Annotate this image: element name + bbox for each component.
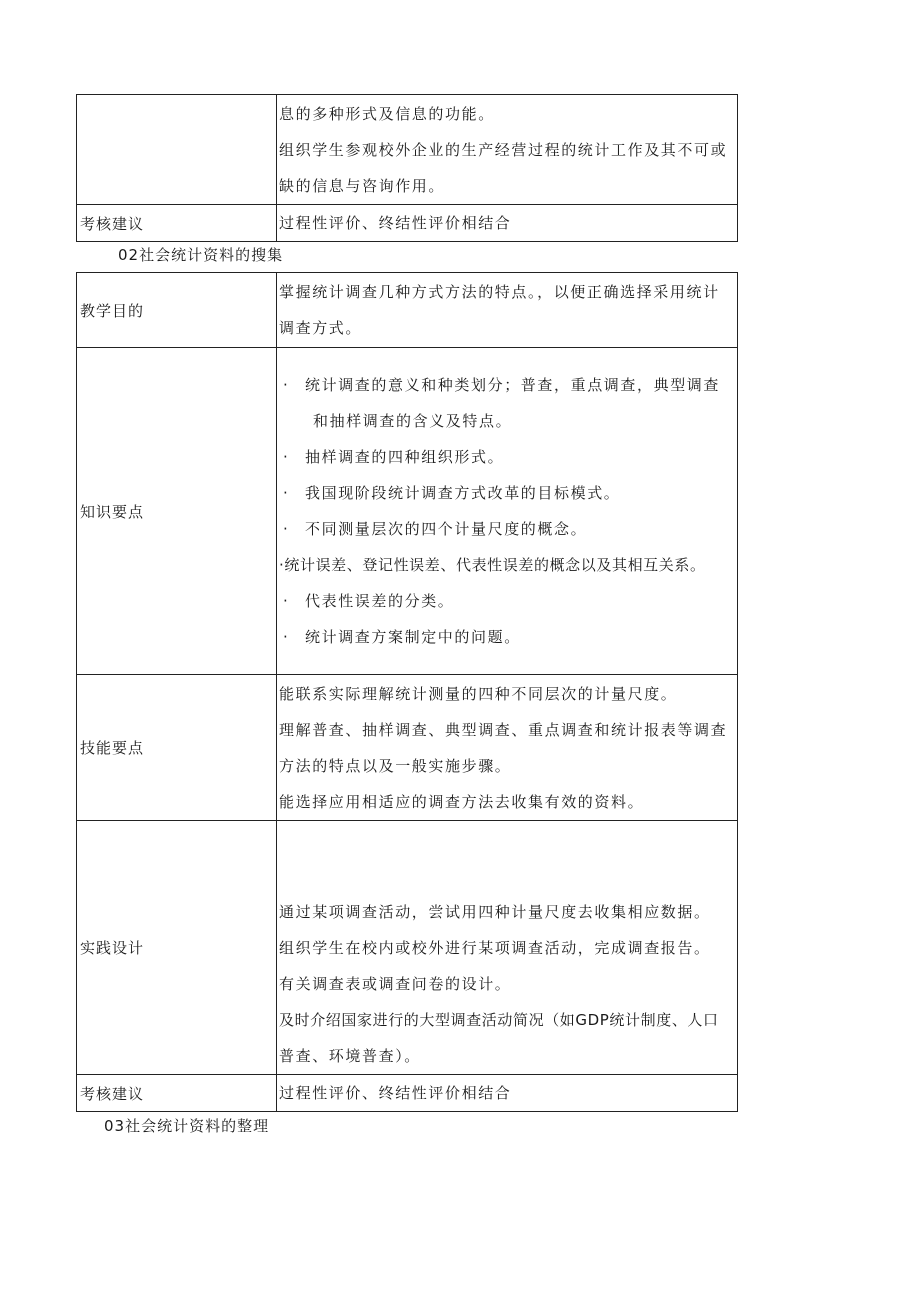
content-line: 缺的信息与咨询作用。 <box>279 176 446 195</box>
content-line: 息的多种形式及信息的功能。 <box>279 104 495 123</box>
knowledge-content <box>277 348 738 675</box>
content-line: 组织学生参观校外企业的生产经营过程的统计工作及其不可或 <box>279 140 728 159</box>
table-row <box>77 675 738 821</box>
skills-content <box>277 675 738 821</box>
table-row <box>77 1075 738 1112</box>
bullet: · <box>283 484 290 502</box>
assessment-value <box>277 205 738 242</box>
list-item-text: 我国现阶段统计调查方式改革的目标模式。 <box>305 484 621 502</box>
content-line: 理解普查、抽样调查、典型调查、重点调查和统计报表等调查 <box>279 720 728 739</box>
list-item <box>279 367 733 403</box>
content-line: 方法的特点以及一般实施步骤。 <box>279 756 512 775</box>
content-line: 普查、环境普查）。 <box>279 1047 421 1065</box>
list-item-text: 代表性误差的分类。 <box>305 592 455 610</box>
table-previous-section <box>76 94 738 242</box>
table-row <box>77 821 738 1075</box>
skills-label: 技能要点 <box>77 675 277 821</box>
section-heading-03: 03社会统计资料的整理 <box>104 1117 270 1135</box>
list-item <box>279 475 733 511</box>
objective-content <box>277 273 738 348</box>
content-line: 有关调查表或调查问卷的设计。 <box>279 975 512 993</box>
list-item-continuation: 和抽样调查的含义及特点。 <box>313 412 513 430</box>
list-item <box>279 511 733 547</box>
knowledge-label: 知识要点 <box>77 348 277 675</box>
bullet: · <box>283 448 290 466</box>
content-line: 组织学生在校内或校外进行某项调查活动，完成调查报告。 <box>279 939 711 957</box>
table-row <box>77 95 738 205</box>
assessment-value <box>277 1075 738 1112</box>
content-cell <box>277 95 738 205</box>
bullet: · <box>283 592 290 610</box>
list-item-text: 不同测量层次的四个计量尺度的概念。 <box>305 520 588 538</box>
table-row <box>77 348 738 675</box>
section-heading-02: 02社会统计资料的搜集 <box>118 246 284 264</box>
practice-content <box>277 821 738 1075</box>
content-line: 掌握统计调查几种方式方法的特点。，以便正确选择采用统计 <box>279 283 720 301</box>
content-line: 及时介绍国家进行的大型调查活动简况（如GDP统计制度、人口 <box>279 1011 719 1029</box>
table-section-02 <box>76 272 738 1112</box>
list-item <box>279 439 733 475</box>
list-item: ·统计误差、登记性误差、代表性误差的概念以及其相互关系。 <box>279 556 706 574</box>
content-line: 能联系实际理解统计测量的四种不同层次的计量尺度。 <box>279 684 678 703</box>
table-row <box>77 205 738 242</box>
list-item-text: 统计调查方案制定中的问题。 <box>305 628 521 646</box>
assessment-label: 考核建议 <box>77 205 277 242</box>
bullet: · <box>283 628 290 646</box>
practice-label: 实践设计 <box>77 821 277 1075</box>
table-row <box>77 273 738 348</box>
list-item <box>279 583 733 619</box>
bullet: · <box>283 376 290 394</box>
list-item-text: 统计调查的意义和种类划分；普查，重点调查，典型调查 <box>305 376 721 394</box>
empty-label-cell <box>77 95 277 205</box>
content-line: 通过某项调查活动，尝试用四种计量尺度去收集相应数据。 <box>279 903 711 921</box>
content-line: 调查方式。 <box>279 319 363 337</box>
content-line: 过程性评价、终结性评价相结合 <box>279 214 512 232</box>
assessment-label: 考核建议 <box>77 1075 277 1112</box>
bullet: · <box>283 520 290 538</box>
content-line: 过程性评价、终结性评价相结合 <box>279 1084 512 1102</box>
content-line: 能选择应用相适应的调查方法去收集有效的资料。 <box>279 792 645 811</box>
objective-label: 教学目的 <box>77 273 277 348</box>
list-item-text: 抽样调查的四种组织形式。 <box>305 448 505 466</box>
list-item <box>279 619 733 655</box>
